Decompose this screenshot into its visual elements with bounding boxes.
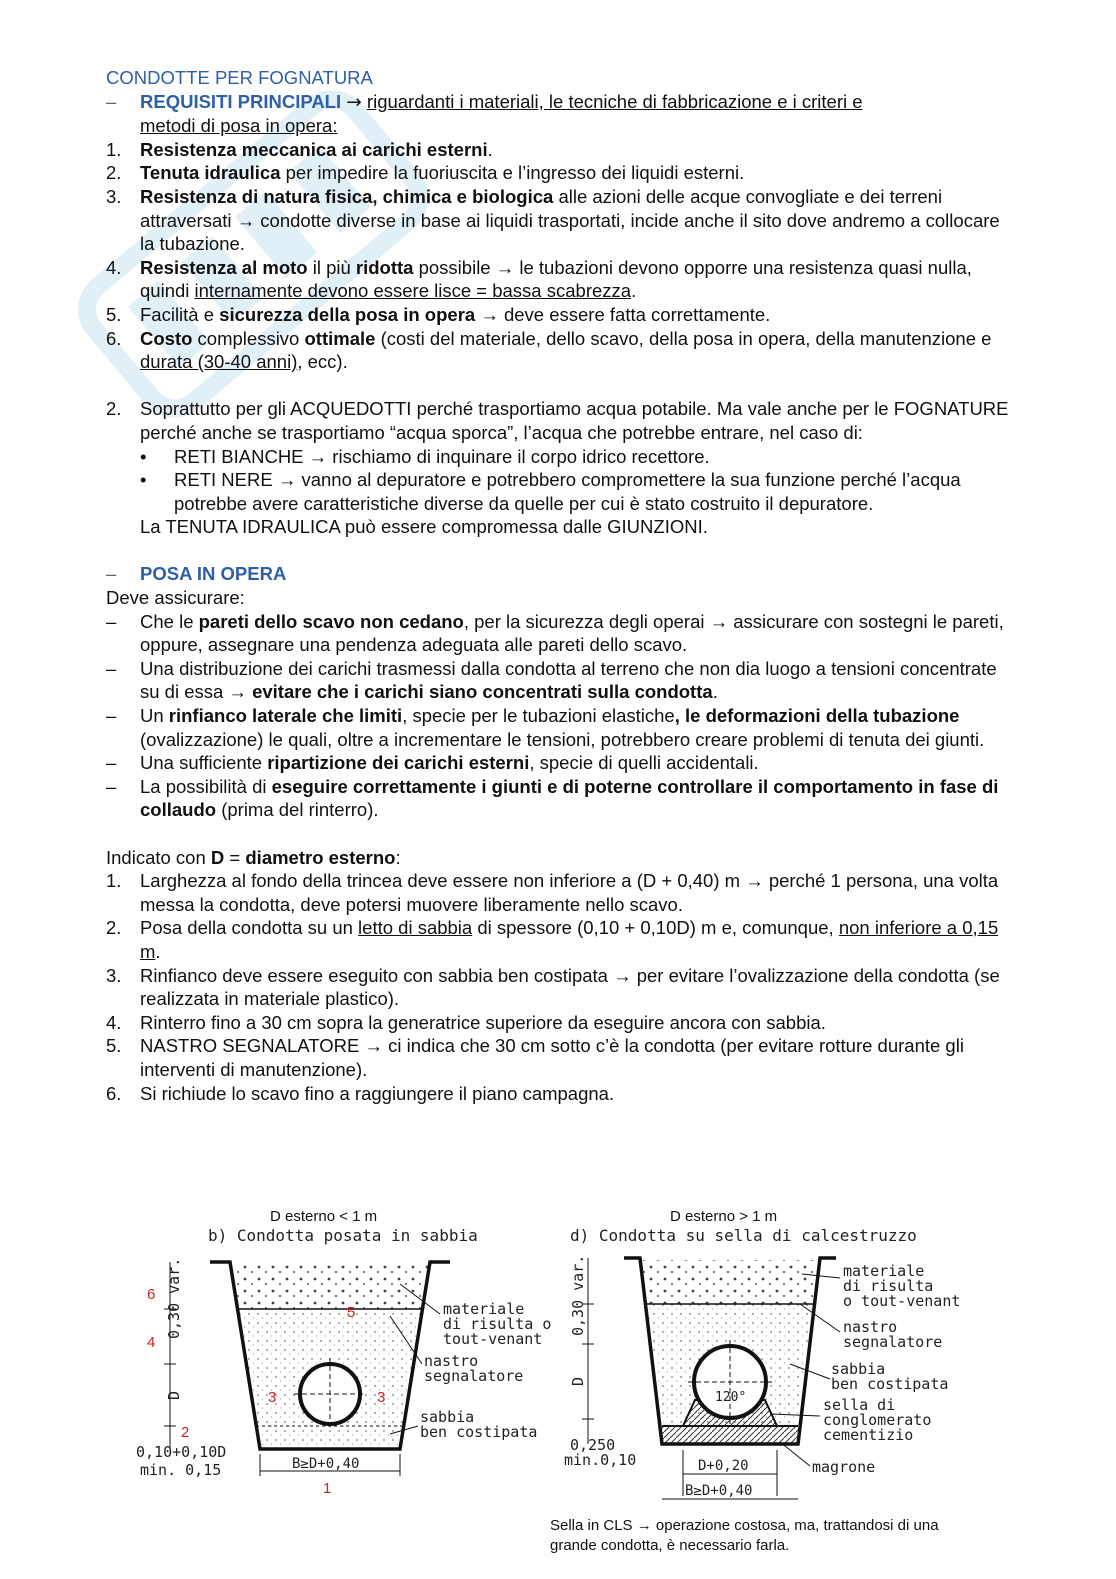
posa-item: – Una sufficiente ripartizione dei carichi esterni, specie di quelli accidentali.	[106, 752, 759, 774]
posa-section-heading: – POSA IN OPERA	[106, 563, 287, 585]
svg-text:conglomerato: conglomerato	[823, 1411, 932, 1429]
figure-d-dim-inner: D+0,20	[698, 1458, 749, 1474]
figure-d-dim-bottom: 0,250	[570, 1436, 616, 1454]
figure-b-dim-width: B≥D+0,40	[292, 1456, 360, 1472]
diametro-item: 5. NASTRO SEGNALATORE → ci indica che 30 cm sotto c’è la condotta (per evitare rotture durante gli interventi di manutenzione).	[106, 1035, 964, 1080]
note-item: 2. Soprattutto per gli ACQUEDOTTI perché trasportiamo acqua potabile. Ma vale anche per le FOGNATURE perché anche se trasportiamo “acqua sporca”, l’acqua che potrebbe entrare, nel caso di:	[106, 398, 1009, 443]
requisito-item: 1. Resistenza meccanica ai carichi esterni.	[106, 138, 493, 160]
bullet-item: • RETI BIANCHE → rischiamo di inquinare il corpo idrico recettore.	[140, 445, 710, 467]
figure-b-dim-var: 0,30 var.	[165, 1257, 183, 1339]
figure-b-label-sabbia: sabbia	[420, 1408, 475, 1426]
figure-d-label-nastro: nastro	[843, 1318, 898, 1336]
figure-b-dim-bottom: 0,10+0,10D	[136, 1443, 227, 1461]
figure-d-label-sabbia: sabbia	[831, 1360, 886, 1378]
figure-b-label-nastro: nastro	[424, 1352, 479, 1370]
mark-5: 5	[347, 1304, 356, 1321]
diametro-item: 3. Rinfianco deve essere eseguito con sabbia ben costipata → per evitare l’ovalizzazione della condotta (se realizzata in materiale plastico).	[106, 964, 1000, 1010]
figure-d-dim-var: 0,30 var.	[569, 1254, 587, 1336]
figure-b-label-materiale: materiale	[443, 1300, 525, 1318]
figure-d-label-magrone: magrone	[812, 1458, 876, 1476]
posa-item: – La possibilità di eseguire correttamente i giunti e di poterne controllare il comportamento in fase di collaudo (prima del rinterro).	[106, 775, 999, 821]
diametro-intro: Indicato con D = diametro esterno:	[106, 846, 401, 868]
magrone-region	[660, 1426, 800, 1444]
svg-text:min.0,10: min.0,10	[564, 1451, 637, 1469]
mark-4: 4	[147, 1334, 156, 1351]
diametro-item: 4. Rinterro fino a 30 cm sopra la generatrice superiore da eseguire ancora con sabbia.	[106, 1011, 826, 1033]
mark-3-left: 3	[268, 1389, 277, 1406]
posa-heading: POSA IN OPERA	[140, 563, 287, 585]
trench-diagrams	[130, 1204, 1010, 1504]
figure-d-label-sella: sella di	[823, 1396, 896, 1414]
figure-d-dim-D: D	[569, 1376, 587, 1386]
svg-text:tout-venant: tout-venant	[443, 1330, 543, 1348]
page-title: CONDOTTE PER FOGNATURA	[106, 67, 373, 88]
document-page	[106, 66, 1016, 1105]
requisito-item: 6. Costo complessivo ottimale (costi del materiale, dello scavo, della posa in opera, della manutenzione e durata (30-40 anni), ecc).	[106, 327, 992, 373]
requisito-item: 4. Resistenza al moto il più ridotta possibile → le tubazioni devono opporre una resistenza quasi nulla, quindi internamente devono essere lisce = bassa scabrezza.	[106, 256, 972, 302]
svg-text:di risulta: di risulta	[843, 1277, 934, 1295]
bullet-item: • RETI NERE → vanno al depuratore e potrebbero compromettere la sua funzione perché l’acqua potrebbe avere caratteristiche diverse da quelle per cui è stato costruito il depuratore.	[140, 469, 961, 514]
requisito-item: 3. Resistenza di natura fisica, chimica e biologica alle azioni delle acque convogliate e dei terreni attraversati → condotte diverse in base ai liquidi trasportati, incide anche il sito dove andremo a collocare la tubazione.	[106, 185, 1000, 255]
figure-d-label-materiale: materiale	[843, 1262, 925, 1280]
requisito-item: 5. Facilità e sicurezza della posa in opera → deve essere fatta correttamente.	[106, 303, 771, 325]
svg-text:min. 0,15: min. 0,15	[140, 1461, 222, 1479]
posa-item: – Un rinfianco laterale che limiti, specie per le tubazioni elastiche, le deformazioni della tubazione (ovalizzazione) le quali, oltre a incrementare le tensioni, potrebbero creare problemi di tenuta dei giunti.	[106, 705, 985, 750]
mark-1: 1	[323, 1480, 332, 1497]
figure-b	[136, 1208, 551, 1497]
trench-figures	[130, 1204, 1010, 1579]
posa-item: – Una distribuzione dei carichi trasmessi dalla condotta al terreno che non dia luogo a tensioni concentrate su di essa → evitare che i carichi siano concentrati sulla condotta.	[106, 657, 997, 703]
svg-text:ben costipata: ben costipata	[831, 1375, 949, 1393]
requisito-item: 2. Tenuta idraulica per impedire la fuoriuscita e l’ingresso dei liquidi esterni.	[106, 162, 745, 184]
svg-text:segnalatore: segnalatore	[424, 1367, 524, 1385]
requisiti-intro: riguardanti i materiali, le tecniche di fabbricazione e i criteri e	[366, 90, 863, 112]
mark-2: 2	[181, 1424, 190, 1441]
diametro-item: 6. Si richiude lo scavo fino a raggiungere il piano campagna.	[106, 1082, 615, 1104]
note-closing: La TENUTA IDRAULICA può essere compromessa dalle GIUNZIONI.	[140, 516, 708, 538]
diametro-item: 1. Larghezza al fondo della trincea deve essere non inferiore a (D + 0,40) m → perché 1 persona, una volta messa la condotta, deve potersi muovere liberamente nello scavo.	[106, 870, 999, 915]
figure-b-title: b) Condotta posata in sabbia	[208, 1226, 478, 1245]
figure-d-caption: Sella in CLS → operazione costosa, ma, trattandosi di una grande condotta, è necessario farla.	[550, 1517, 939, 1554]
figure-d-dim-width: B≥D+0,40	[685, 1483, 753, 1499]
requisiti-heading: REQUISITI PRINCIPALI	[140, 90, 342, 112]
diametro-item: 2. Posa della condotta su un letto di sabbia di spessore (0,10 + 0,10D) m e, comunque, non inferiore a 0,15 m.	[106, 917, 999, 962]
svg-text:cementizio: cementizio	[823, 1426, 914, 1444]
saddle-angle: 120°	[715, 1390, 747, 1405]
figure-d-title: d) Condotta su sella di calcestruzzo	[570, 1226, 917, 1245]
figure-d-header: D esterno > 1 m	[670, 1208, 778, 1225]
svg-text:o tout-venant: o tout-venant	[843, 1292, 961, 1310]
sand-bed-region	[256, 1426, 404, 1449]
svg-text:di risulta o: di risulta o	[443, 1315, 552, 1333]
requisiti-section-heading: – REQUISITI PRINCIPALI → riguardanti i materiali, le tecniche di fabbricazione e i criteri e metodi di posa in opera:	[106, 90, 863, 137]
posa-intro: Deve assicurare:	[106, 587, 245, 609]
figure-b-header: D esterno < 1 m	[270, 1208, 378, 1225]
backfill-region	[230, 1264, 430, 1309]
figure-b-dim-D: D	[165, 1390, 183, 1400]
svg-text:segnalatore: segnalatore	[843, 1333, 943, 1351]
mark-6: 6	[147, 1286, 156, 1303]
svg-text:ben costipata: ben costipata	[420, 1423, 538, 1441]
posa-item: – Che le pareti dello scavo non cedano, per la sicurezza degli operai → assicurare con sostegni le pareti, oppure, assegnare una pendenza adeguata alle pareti dello scavo.	[106, 610, 1004, 656]
figure-d	[564, 1208, 960, 1499]
mark-3-right: 3	[377, 1389, 386, 1406]
